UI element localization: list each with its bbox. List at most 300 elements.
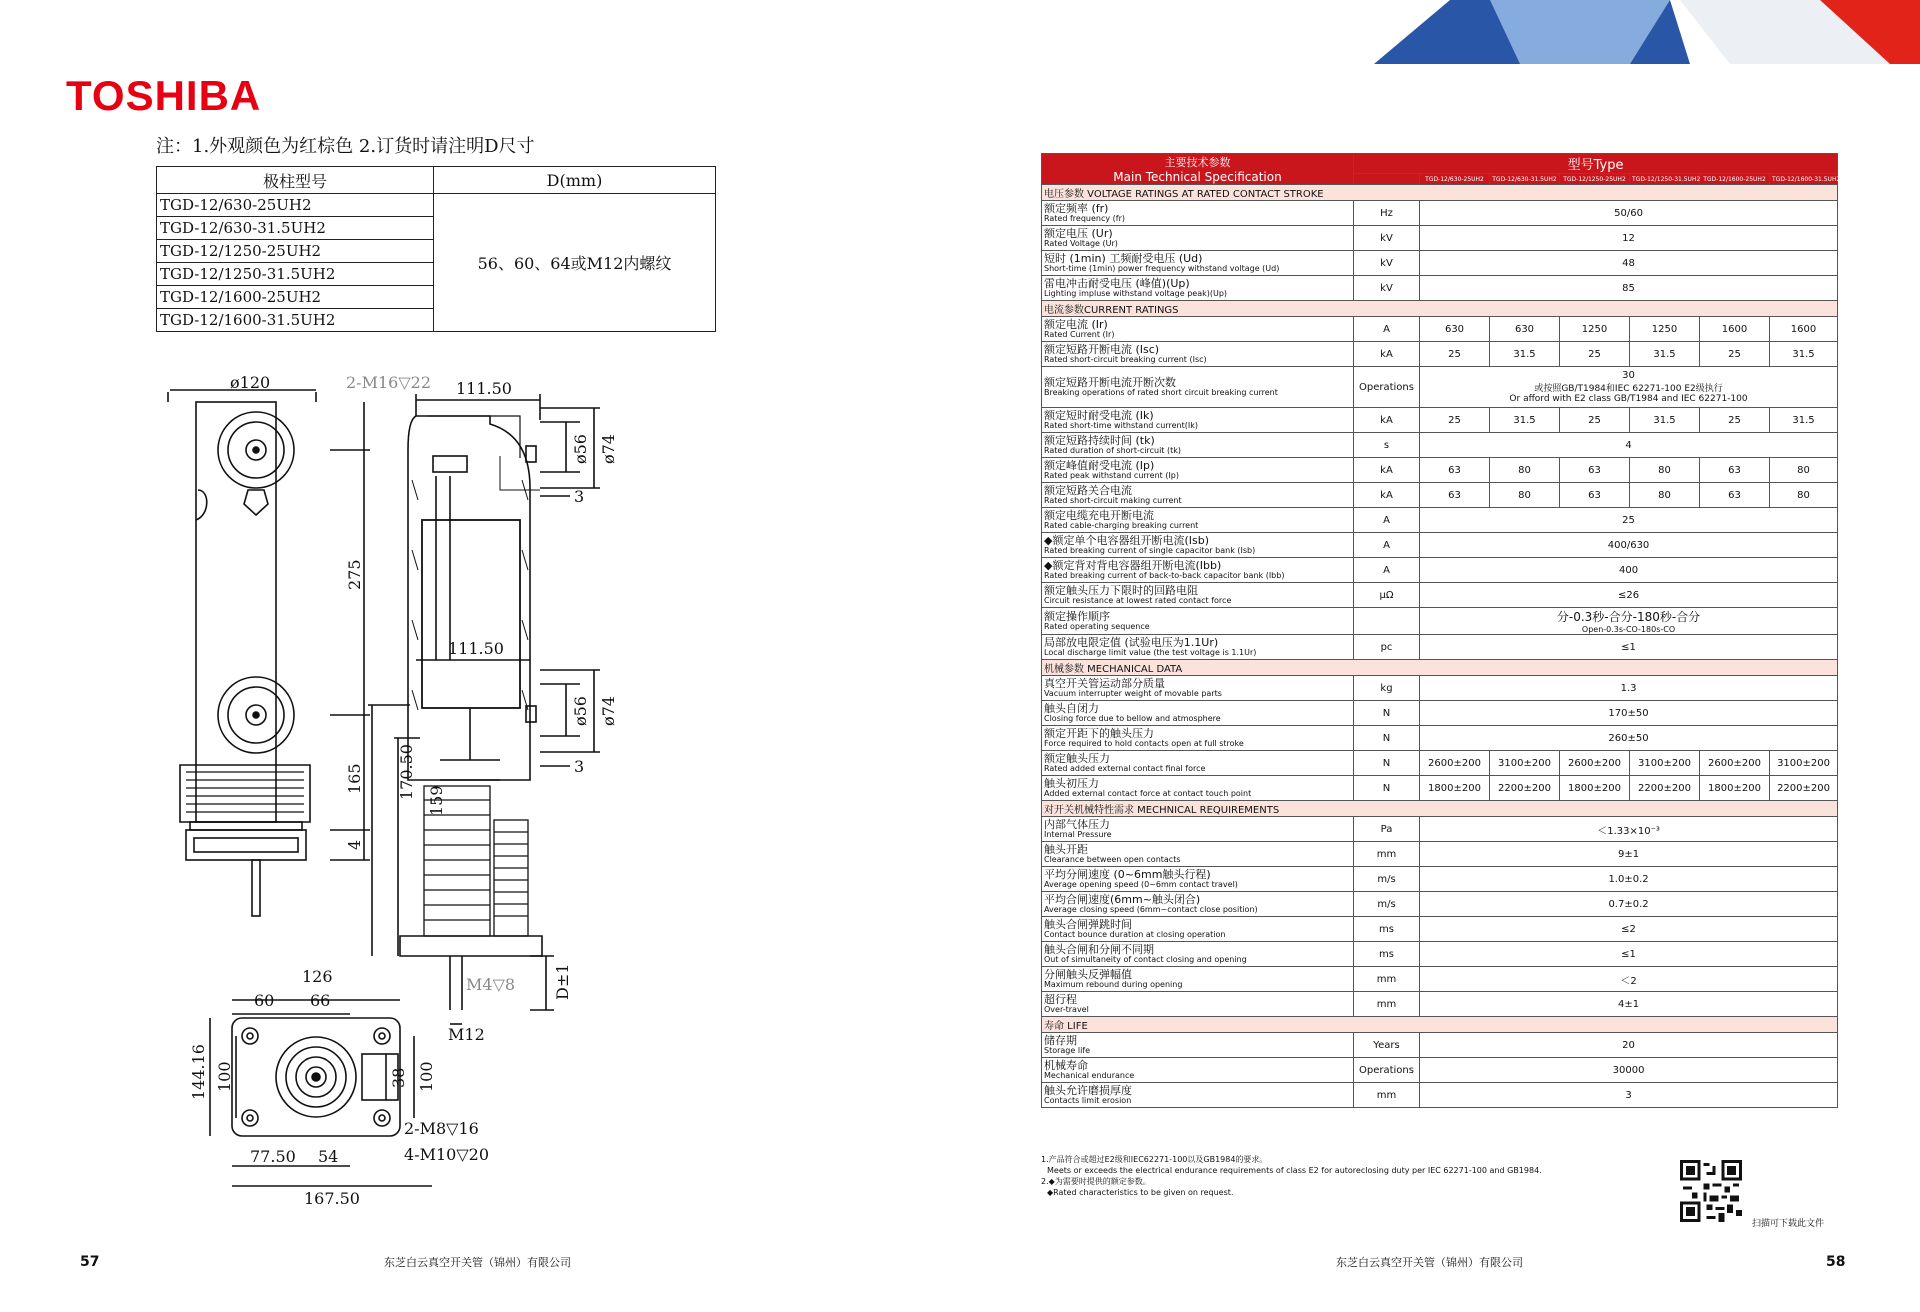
param-en: Rated short-circuit breaking current (Isc) [1044,355,1207,364]
param-label [1042,1033,1354,1058]
param-cn: 内部气体压力 [1044,818,1110,831]
model-cell: TGD-12/1250-31.5UH2 [157,263,434,286]
dim-111a: 111.50 [456,379,512,398]
spec-row [1042,367,1838,408]
param-label [1042,201,1354,226]
param-cn: 额定短路关合电流 [1044,484,1132,497]
type-col: TGD-12/1250-31.5UH2 [1630,174,1700,185]
param-value: 31.5 [1490,342,1560,367]
spec-row [1042,458,1838,483]
spec-row [1042,433,1838,458]
param-value: 25 [1560,342,1630,367]
param-value: 1600 [1700,317,1770,342]
param-label [1042,558,1354,583]
dim-100b: 100 [417,1061,436,1092]
param-value: 25 [1420,342,1490,367]
value-main: 3 [1625,1089,1632,1101]
section-title: 对开关机械特性需求 MECHNICAL REQUIREMENTS [1042,801,1838,817]
param-cn: 额定短路持续时间 (tk) [1044,434,1155,447]
param-value [1420,635,1838,660]
param-value [1420,583,1838,608]
param-unit: s [1354,433,1420,458]
param-en: Storage life [1044,1046,1091,1055]
type-col: TGD-12/1250-25UH2 [1560,174,1630,185]
param-label [1042,842,1354,867]
spec-row [1042,583,1838,608]
value-main: 4±1 [1617,998,1640,1010]
spec-row [1042,251,1838,276]
param-cn: 额定操作顺序 [1044,610,1110,623]
dim-m16: 2-M16▽22 [346,373,431,392]
value-sub: Open-0.3s-CO-180s-CO [1581,625,1676,634]
param-label [1042,701,1354,726]
param-label [1042,892,1354,917]
spec-row [1042,917,1838,942]
value-main: 0.7±0.2 [1608,898,1649,910]
param-value [1420,726,1838,751]
type-col: TGD-12/630-25UH2 [1420,174,1490,185]
spec-row [1042,608,1838,635]
param-value [1420,433,1838,458]
spec-row [1042,508,1838,533]
param-value: 80 [1630,483,1700,508]
param-value [1420,1083,1838,1108]
dim-54: 54 [318,1147,339,1166]
spec-row [1042,726,1838,751]
param-unit: kV [1354,226,1420,251]
param-en: Maximum rebound during opening [1044,980,1183,989]
param-cn: 触头允许磨损厚度 [1044,1084,1132,1097]
param-cn: ◆额定背对背电容器组开断电流(Ibb) [1044,559,1222,572]
spec-table [1041,153,1841,1108]
value-main: ＜1.33×10⁻³ [1597,825,1660,837]
param-en: Over-travel [1044,1005,1089,1014]
param-en: Rated breaking current of back-to-back capacitor bank (Ibb) [1044,571,1285,580]
param-value: 31.5 [1630,408,1700,433]
value-main: 30 [1622,370,1635,381]
param-unit: m/s [1354,892,1420,917]
param-cn: 机械寿命 [1044,1059,1088,1072]
dim-phi74b: ø74 [599,696,618,726]
spec-row [1042,776,1838,801]
spec-row [1042,317,1838,342]
toshiba-logo: TOSHIBA [66,72,262,119]
param-label [1042,342,1354,367]
param-unit: A [1354,508,1420,533]
param-value [1420,701,1838,726]
param-value [1420,251,1838,276]
param-unit: ms [1354,917,1420,942]
dim-dpm: D±1 [553,963,572,1000]
param-en: Internal Pressure [1044,830,1112,839]
param-unit: mm [1354,1083,1420,1108]
param-value [1420,917,1838,942]
section-title: 机械参数 MECHANICAL DATA [1042,660,1838,676]
param-unit: m/s [1354,867,1420,892]
param-label [1042,917,1354,942]
param-value: 2600±200 [1420,751,1490,776]
value-main: 20 [1622,1039,1635,1051]
spec-row [1042,842,1838,867]
param-value: 80 [1770,483,1838,508]
param-label [1042,992,1354,1017]
param-unit: Pa [1354,817,1420,842]
value-main: ≤2 [1621,923,1636,935]
value-sub: Or afford with E2 class GB/T1984 and IEC 62271-100 [1509,394,1748,404]
footnote: 2.◆为需要时提供的额定参数。 [1041,1177,1151,1186]
value-main: 50/60 [1614,207,1643,219]
param-unit: mm [1354,992,1420,1017]
spec-row [1042,942,1838,967]
param-unit: kV [1354,251,1420,276]
dim-60: 60 [254,991,275,1010]
param-unit: Operations [1354,367,1420,408]
value-main: 9±1 [1617,848,1640,860]
param-en: Rated short-circuit making current [1044,496,1182,505]
param-cn: 额定电流 (Ir) [1044,318,1108,331]
param-unit: ms [1354,942,1420,967]
param-cn: 平均分闸速度 (0~6mm触头行程) [1044,868,1211,881]
param-cn: 短时 (1min) 工频耐受电压 (Ud) [1044,252,1203,265]
param-en: Rated frequency (fr) [1044,214,1125,223]
param-value [1420,533,1838,558]
param-label [1042,251,1354,276]
param-value [1420,942,1838,967]
param-label [1042,458,1354,483]
spec-row [1042,408,1838,433]
param-en: Local discharge limit value (the test voltage is 1.1Ur) [1044,648,1257,657]
spec-row [1042,1083,1838,1108]
dim-phi56b: ø56 [571,696,590,726]
param-unit: mm [1354,842,1420,867]
param-label [1042,608,1354,635]
order-note: 注：1.外观颜色为红棕色 2.订货时请注明D尺寸 [156,136,535,157]
param-value [1420,201,1838,226]
spec-row [1042,635,1838,660]
param-value: 2200±200 [1770,776,1838,801]
spec-row [1042,1058,1838,1083]
value-main: 4 [1625,439,1632,451]
dim-14416: 144.16 [189,1044,208,1100]
param-value: 1800±200 [1700,776,1770,801]
param-en: Added external contact force at contact touch point [1044,789,1252,798]
param-label [1042,483,1354,508]
value-sub: 或按照GB/T1984和IEC 62271-100 E2级执行 [1534,384,1723,394]
param-value: 31.5 [1490,408,1560,433]
value-main: 12 [1622,232,1635,244]
param-en: Lighting impluse withstand voltage peak)(Up) [1044,289,1228,298]
param-value: 1250 [1630,317,1700,342]
param-cn: 触头合闸和分闸不同期 [1044,943,1154,956]
param-cn: 额定频率 (fr) [1044,202,1109,215]
value-main: 400 [1618,564,1639,576]
spec-row [1042,701,1838,726]
dim-275: 275 [345,559,364,590]
type-col: TGD-12/1600-25UH2 [1700,174,1770,185]
param-unit: Hz [1354,201,1420,226]
type-col: TGD-12/630-31.5UH2 [1490,174,1560,185]
param-value: 2200±200 [1630,776,1700,801]
value-main: ≤26 [1617,589,1640,601]
dim-m12: M12 [448,1025,485,1044]
param-label [1042,776,1354,801]
spec-row [1042,483,1838,508]
section-title: 电流参数CURRENT RATINGS [1042,301,1838,317]
spec-row [1042,533,1838,558]
param-cn: 触头自闭力 [1044,702,1099,715]
param-cn: 平均合闸速度(6mm~触头闭合) [1044,893,1201,906]
param-unit: kA [1354,408,1420,433]
param-value: 3100±200 [1490,751,1560,776]
param-value: 1800±200 [1420,776,1490,801]
param-cn: 额定电缆充电开断电流 [1044,509,1154,522]
param-cn: ◆额定单个电容器组开断电流(Isb) [1044,534,1209,547]
value-main: 分-0.3秒-合分-180秒-合分 [1556,610,1701,624]
company-left: 东芝白云真空开关管（锦州）有限公司 [384,1256,571,1269]
spec-row [1042,201,1838,226]
param-value: 25 [1420,408,1490,433]
param-en: Mechanical endurance [1044,1071,1135,1080]
dim-17050: 170.50 [397,744,416,800]
param-value [1420,508,1838,533]
param-unit: A [1354,317,1420,342]
model-cell: TGD-12/630-31.5UH2 [157,217,434,240]
param-en: Rated Voltage (Ur) [1044,239,1118,248]
qr-code[interactable] [1680,1160,1742,1222]
param-value [1420,992,1838,1017]
param-label [1042,867,1354,892]
value-main: 260±50 [1608,732,1649,744]
type-header: 型号Type [1354,154,1838,174]
param-unit: N [1354,701,1420,726]
param-cn: 雷电冲击耐受电压 (峰值)(Up) [1044,277,1190,290]
param-value: 630 [1420,317,1490,342]
param-value: 2600±200 [1560,751,1630,776]
spec-row [1042,751,1838,776]
param-value [1420,608,1838,635]
param-label [1042,817,1354,842]
value-main: 25 [1622,514,1635,526]
company-right: 东芝白云真空开关管（锦州）有限公司 [1336,1256,1523,1269]
pole-model-table [156,166,716,332]
spec-row [1042,1033,1838,1058]
param-value: 25 [1700,408,1770,433]
spec-row [1042,342,1838,367]
param-value [1420,867,1838,892]
footnotes [1041,1154,1542,1198]
param-value: 80 [1490,458,1560,483]
param-cn: 额定峰值耐受电流 (Ip) [1044,459,1155,472]
value-main: 30000 [1612,1064,1645,1076]
param-value: 25 [1560,408,1630,433]
spec-row [1042,676,1838,701]
spec-header: 主要技术参数 Main Technical Specification [1042,154,1354,185]
dim-111b: 111.50 [448,639,504,658]
param-en: Out of simultaneity of contact closing and opening [1044,955,1247,964]
param-unit: kA [1354,483,1420,508]
param-cn: 超行程 [1044,993,1077,1006]
param-label [1042,676,1354,701]
model-cell: TGD-12/630-25UH2 [157,194,434,217]
param-value: 3100±200 [1770,751,1838,776]
param-cn: 额定短路开断电流 (Isc) [1044,343,1160,356]
spec-row [1042,967,1838,992]
footnote: ◆Rated characteristics to be given on request. [1047,1188,1234,1197]
param-unit: μΩ [1354,583,1420,608]
param-en: Breaking operations of rated short circuit breaking current [1044,388,1278,397]
param-value: 63 [1420,458,1490,483]
param-en: Rated Current (Ir) [1044,330,1115,339]
param-cn: 额定短时耐受电流 (Ik) [1044,409,1154,422]
value-main: 48 [1622,257,1635,269]
param-value [1420,276,1838,301]
param-label [1042,276,1354,301]
param-en: Rated cable-charging breaking current [1044,521,1199,530]
param-value: 80 [1630,458,1700,483]
param-unit: mm [1354,967,1420,992]
technical-drawing [150,360,750,1240]
dim-phi120: ø120 [230,373,271,392]
param-value [1420,1058,1838,1083]
dim-phi56a: ø56 [571,434,590,464]
param-value: 63 [1700,458,1770,483]
spec-row [1042,992,1838,1017]
param-value: 31.5 [1770,408,1838,433]
param-value [1420,967,1838,992]
dim-159: 159 [427,785,446,816]
param-label [1042,226,1354,251]
value-main: 1.0±0.2 [1608,873,1649,885]
footnote: 1.产品符合或超过E2级和IEC62271-100以及GB1984的要求。 [1041,1155,1268,1164]
value-main: ≤1 [1621,948,1636,960]
dim-m10: 4-M10▽20 [404,1145,489,1164]
param-unit [1354,608,1420,635]
param-en: Force required to hold contacts open at full stroke [1044,739,1244,748]
param-en: Short-time (1min) power frequency withstand voltage (Ud) [1044,264,1280,273]
param-en: Rated added external contact final force [1044,764,1206,773]
param-value: 1800±200 [1560,776,1630,801]
param-value: 80 [1770,458,1838,483]
page-number-right: 58 [1826,1254,1846,1270]
param-unit: kA [1354,458,1420,483]
param-cn: 额定短路开断电流开断次数 [1044,376,1176,389]
dim-4: 4 [345,839,364,850]
param-label [1042,408,1354,433]
param-unit: N [1354,751,1420,776]
param-label [1042,1058,1354,1083]
param-label [1042,751,1354,776]
spec-row [1042,276,1838,301]
dim-16750: 167.50 [304,1189,360,1208]
param-value: 63 [1420,483,1490,508]
param-label [1042,1083,1354,1108]
param-unit: N [1354,776,1420,801]
param-cn: 额定触头压力 [1044,752,1110,765]
param-cn: 储存期 [1044,1034,1077,1047]
param-value [1420,817,1838,842]
param-en: Closing force due to bellow and atmosphere [1044,714,1221,723]
value-main: 85 [1622,282,1635,294]
param-cn: 触头初压力 [1044,777,1099,790]
param-value: 63 [1700,483,1770,508]
param-cn: 额定电压 (Ur) [1044,227,1113,240]
param-unit: Years [1354,1033,1420,1058]
param-unit: A [1354,533,1420,558]
param-unit: pc [1354,635,1420,660]
dim-126: 126 [302,967,333,986]
param-label [1042,508,1354,533]
dim-100a: 100 [215,1061,234,1092]
param-value [1420,842,1838,867]
param-en: Rated duration of short-circuit (tk) [1044,446,1181,455]
model-cell: TGD-12/1250-25UH2 [157,240,434,263]
param-en: Rated operating sequence [1044,622,1150,631]
footnote: Meets or exceeds the electrical endurance requirements of class E2 for autoreclosing duty per IEC 62271-100 and GB1984. [1047,1166,1542,1175]
param-en: Contacts limit erosion [1044,1096,1132,1105]
param-cn: 真空开关管运动部分质量 [1044,677,1165,690]
param-value: 63 [1560,483,1630,508]
type-col: TGD-12/1600-31.5UH2 [1770,174,1838,185]
param-unit: kg [1354,676,1420,701]
col-model: 极柱型号 [157,167,434,194]
param-unit: kV [1354,276,1420,301]
param-label [1042,635,1354,660]
dim-m8: 2-M8▽16 [404,1119,479,1138]
param-en: Rated peak withstand current (Ip) [1044,471,1179,480]
param-label [1042,583,1354,608]
param-en: Rated short-time withstand current(Ik) [1044,421,1198,430]
param-en: Contact bounce duration at closing operation [1044,930,1226,939]
param-value [1420,558,1838,583]
param-value [1420,1033,1838,1058]
value-main: ≤1 [1621,641,1636,653]
dim-66: 66 [310,991,331,1010]
param-value [1420,226,1838,251]
param-value [1420,892,1838,917]
param-cn: 触头合闸弹跳时间 [1044,918,1132,931]
param-cn: 分闸触头反弹幅值 [1044,968,1132,981]
param-label [1042,942,1354,967]
spec-row [1042,558,1838,583]
param-value: 25 [1700,342,1770,367]
dim-phi74a: ø74 [599,434,618,464]
param-value [1420,676,1838,701]
section-title: 寿命 LIFE [1042,1017,1838,1033]
value-main: 170±50 [1608,707,1649,719]
param-label [1042,317,1354,342]
param-unit: N [1354,726,1420,751]
d-value: 56、60、64或M12内螺纹 [434,194,716,332]
spec-row [1042,867,1838,892]
header-banner [1370,0,1920,66]
param-label [1042,367,1354,408]
param-unit: Operations [1354,1058,1420,1083]
param-value: 31.5 [1770,342,1838,367]
param-value: 1250 [1560,317,1630,342]
value-main: ＜2 [1620,975,1637,987]
param-value: 80 [1490,483,1560,508]
param-label [1042,433,1354,458]
param-en: Circuit resistance at lowest rated contact force [1044,596,1232,605]
param-label [1042,533,1354,558]
model-cell: TGD-12/1600-31.5UH2 [157,309,434,332]
param-cn: 触头开距 [1044,843,1088,856]
param-value: 2200±200 [1490,776,1560,801]
param-unit: A [1354,558,1420,583]
param-value: 3100±200 [1630,751,1700,776]
param-en: Average closing speed (6mm~contact close position) [1044,905,1258,914]
page-number-left: 57 [80,1254,100,1270]
